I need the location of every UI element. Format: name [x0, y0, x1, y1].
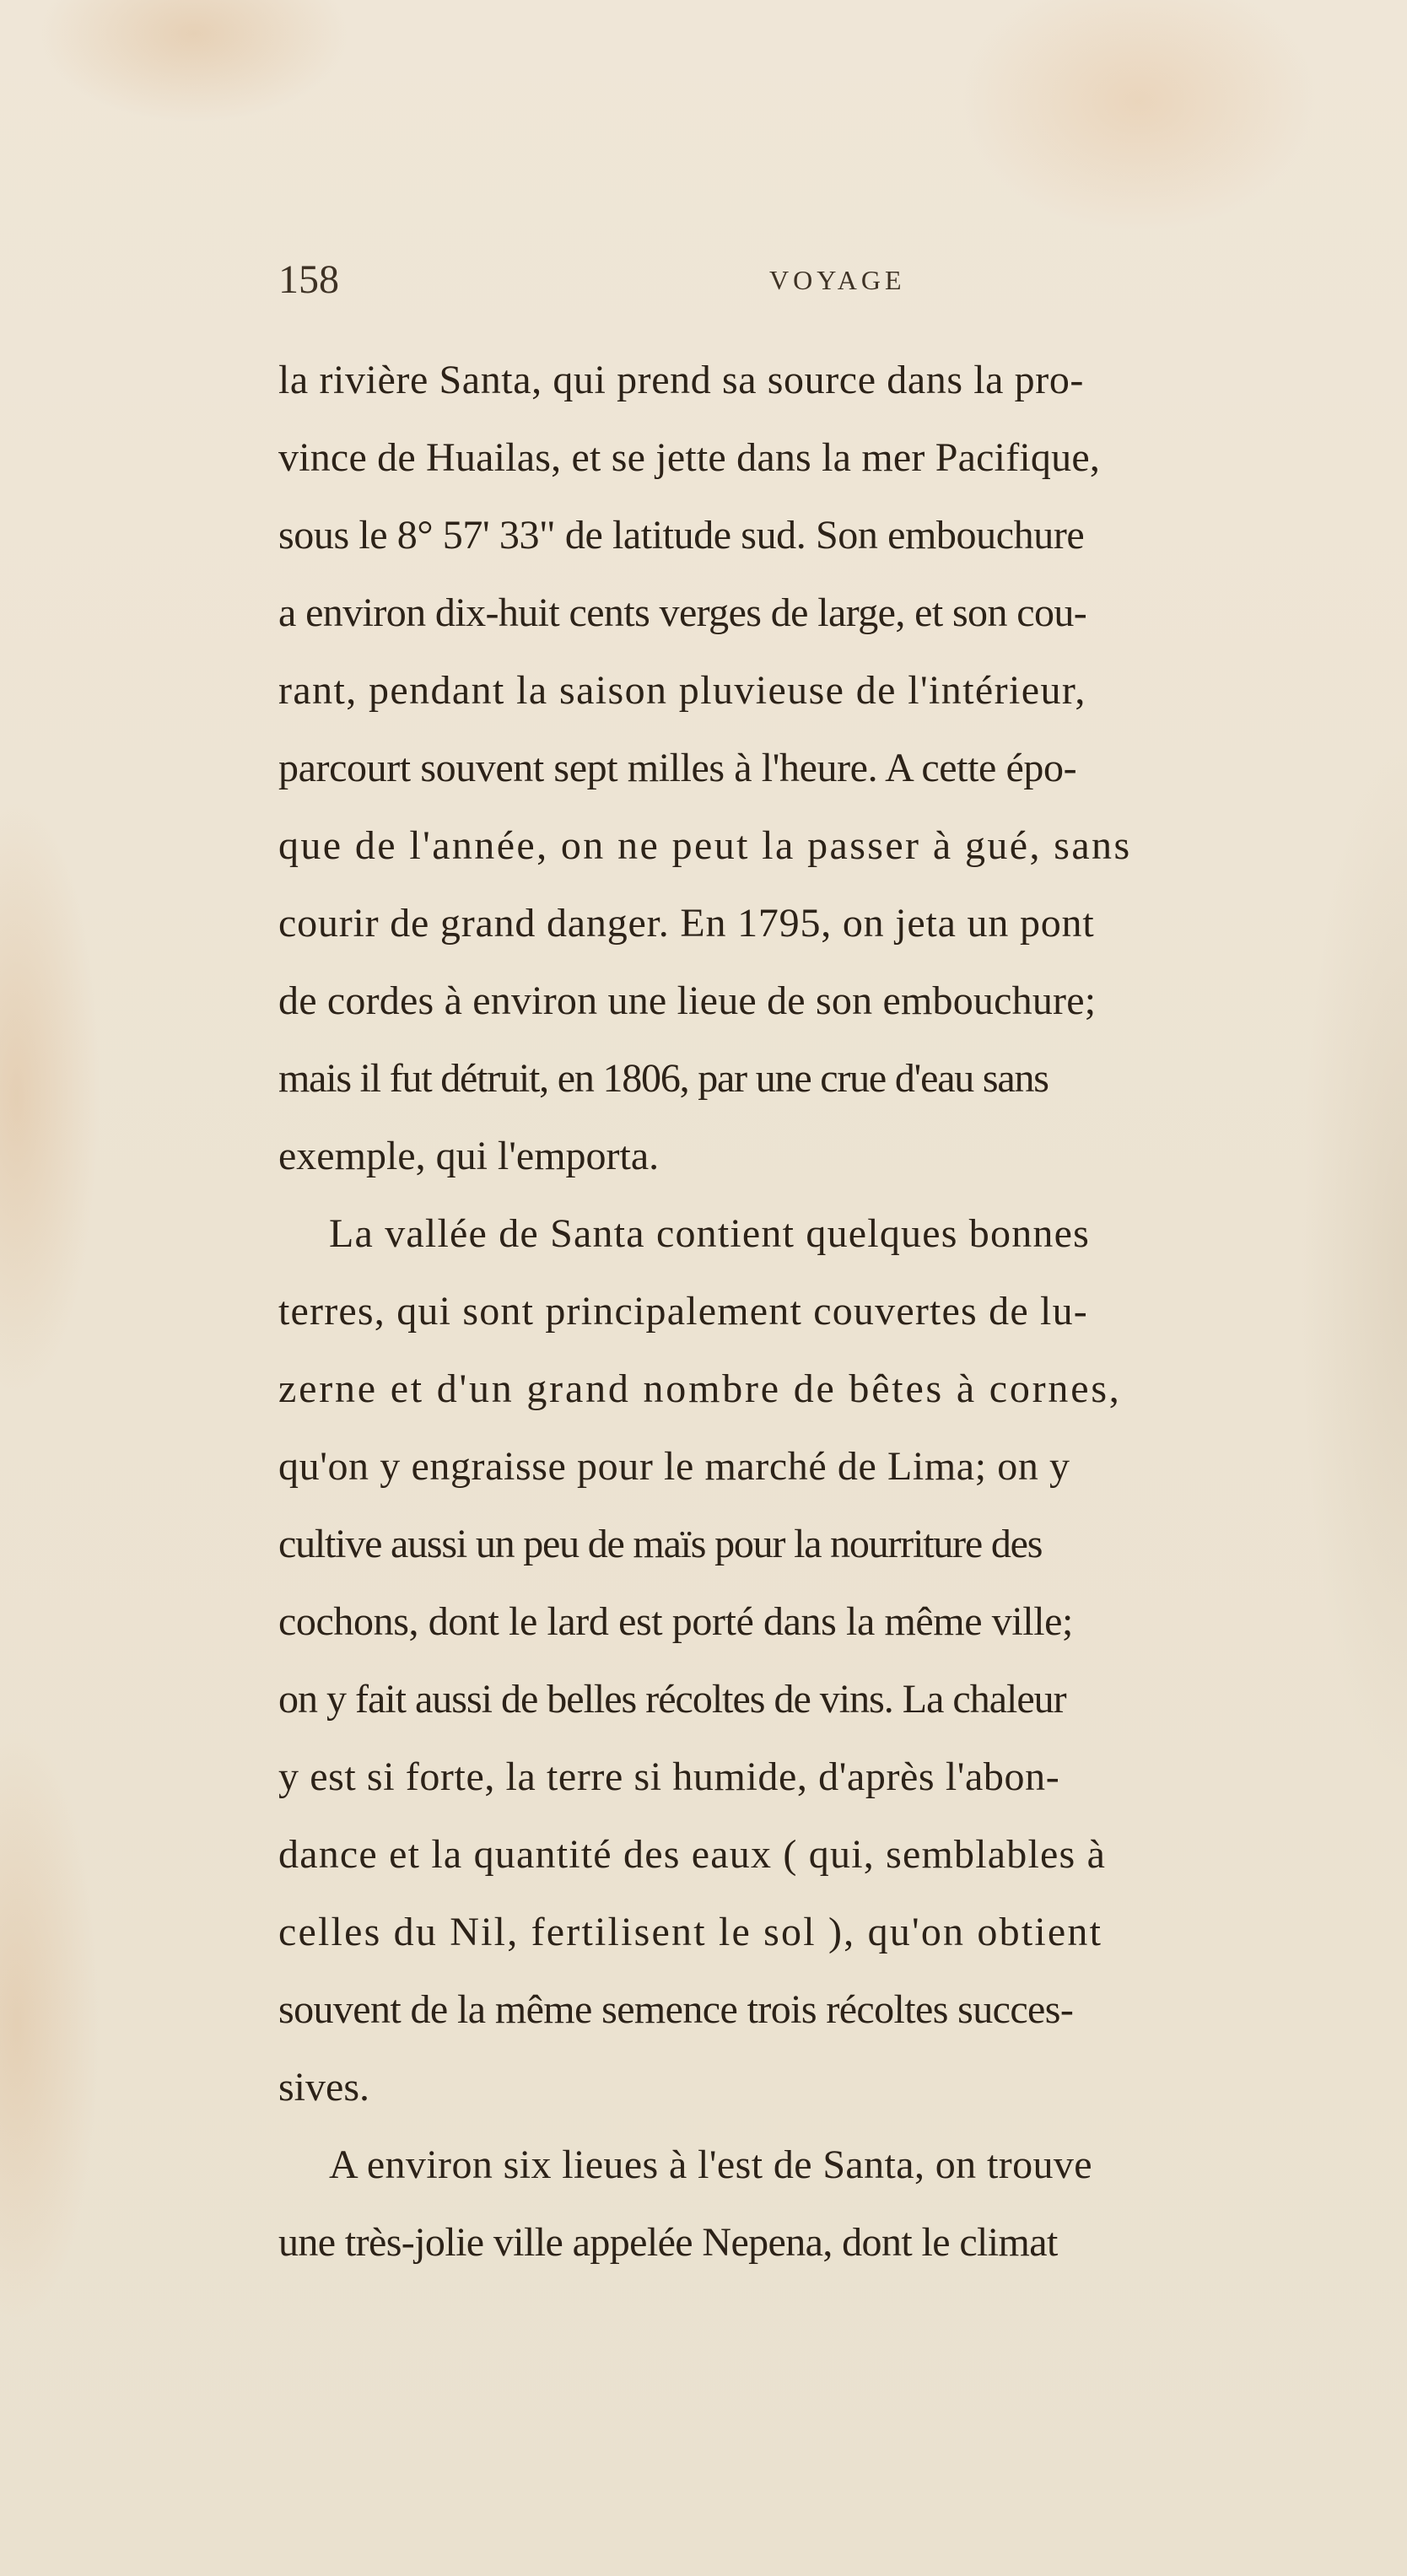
text-line: parcourt souvent sept milles à l'heure. A cette épo- — [278, 746, 1077, 790]
text-line: rant, pendant la saison pluvieuse de l'intérieur, — [278, 668, 1086, 713]
running-head: VOYAGE — [769, 265, 906, 295]
text-line: exemple, qui l'emporta. — [278, 1134, 660, 1178]
text-line: la rivière Santa, qui prend sa source dans la pro- — [278, 358, 1085, 402]
text-line: y est si forte, la terre si humide, d'après l'abon- — [278, 1754, 1060, 1799]
page-number: 158 — [278, 257, 339, 302]
text-line: dance et la quantité des eaux ( qui, semblables à — [278, 1832, 1107, 1877]
page-header — [278, 256, 1407, 307]
paragraph-start-line: La vallée de Santa contient quelques bonnes — [329, 1211, 1090, 1256]
text-line: zerne et d'un grand nombre de bêtes à cornes, — [278, 1366, 1122, 1411]
text-line: sous le 8° 57' 33" de latitude sud. Son embouchure — [278, 513, 1085, 558]
paragraph-start-line: A environ six lieues à l'est de Santa, on trouve — [329, 2142, 1092, 2187]
text-line: souvent de la même semence trois récoltes succes- — [278, 1987, 1074, 2032]
text-line: a environ dix-huit cents verges de large, et son cou- — [278, 590, 1087, 635]
text-line: vince de Huailas, et se jette dans la mer Pacifique, — [278, 435, 1101, 480]
text-line: terres, qui sont principalement couvertes de lu- — [278, 1289, 1088, 1334]
text-line: cultive aussi un peu de maïs pour la nourriture des — [278, 1522, 1043, 1566]
text-line: sives. — [278, 2065, 369, 2110]
text-line: courir de grand danger. En 1795, on jeta un pont — [278, 901, 1095, 946]
text-line: on y fait aussi de belles récoltes de vins. La chaleur — [278, 1677, 1066, 1722]
text-line: qu'on y engraisse pour le marché de Lima; on y — [278, 1444, 1070, 1489]
text-line: mais il fut détruit, en 1806, par une crue d'eau sans — [278, 1056, 1049, 1101]
text-line: une très-jolie ville appelée Nepena, dont le climat — [278, 2220, 1058, 2265]
text-line: que de l'année, on ne peut la passer à gué, sans — [278, 823, 1132, 868]
body-text — [278, 342, 1392, 2282]
text-line: cochons, dont le lard est porté dans la même ville; — [278, 1599, 1073, 1644]
text-line: de cordes à environ une lieue de son embouchure; — [278, 978, 1097, 1023]
text-line: celles du Nil, fertilisent le sol ), qu'on obtient — [278, 1910, 1103, 1954]
